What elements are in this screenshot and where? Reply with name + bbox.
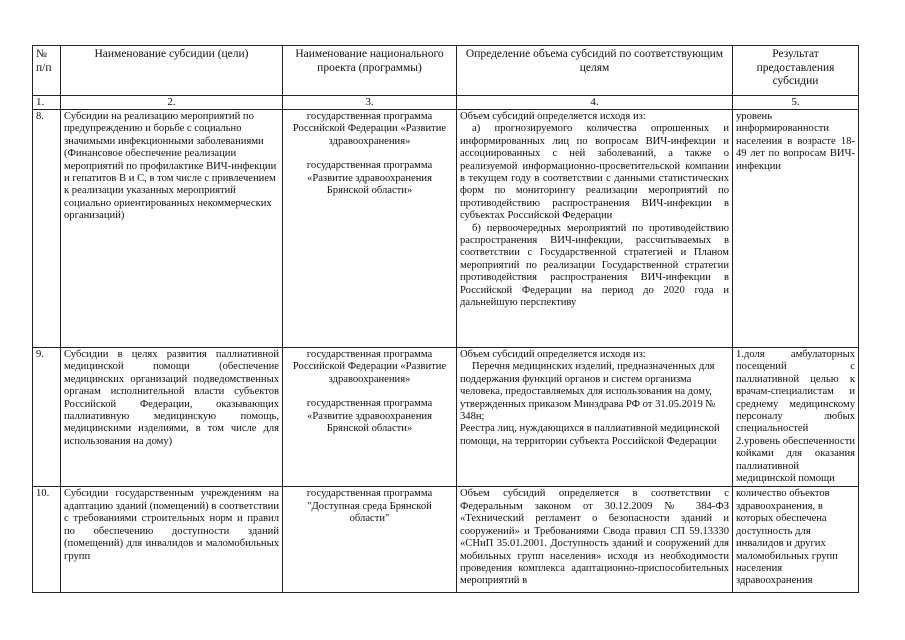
program-name: государственная программа «Развитие здравоохранения Брянской области» (306, 398, 433, 435)
row-number: 8. (33, 110, 61, 348)
table-row (33, 348, 859, 487)
header-name: Наименование субсидии (цели) (61, 46, 283, 96)
column-number-row (33, 96, 859, 110)
method-text: а) прогнозируемого количества опрошенных и информированных лиц по вопросам ВИЧ-инфекции и ассоциированных с ней заболеваний, а также о реализуемой информационно-просветительской компании в текущем году в соответствии с данными статистических форм по мониторингу реализации мероприятий по противодействию распространения ВИЧ-инфекции в субъектах Российской Федерации (460, 123, 729, 222)
program-cell (283, 348, 457, 487)
method-cell (457, 487, 733, 593)
table-row (33, 487, 859, 593)
result-cell (733, 110, 859, 348)
result-cell (733, 487, 859, 593)
column-number: 3. (283, 96, 457, 110)
method-text: Реестра лиц, нуждающихся в паллиативной медицинской помощи, на территории субъекта Российской Федерации (460, 423, 720, 447)
column-number: 5. (733, 96, 859, 110)
column-number: 1. (33, 96, 61, 110)
column-number: 2. (61, 96, 283, 110)
row-number: 10. (33, 487, 61, 593)
program-cell (283, 487, 457, 593)
subsidy-name: Субсидии в целях развития паллиативной медицинской помощи (обеспечение медицинских организаций подведомственных органам исполнительной власти субъектов Российской Федерации, оказывающих паллиативную медицинскую помощь, медицинскими изделиями, в том числе для использования на дому) (61, 348, 283, 487)
program-name: государственная программа Российской Федерации «Развитие здравоохранения» (292, 111, 447, 147)
method-text: Перечня медицинских изделий, предназначенных для поддержания функций органов и систем организма человека, предоставляемых для использования на дому, утвержденных приказом Минздрава РФ от 31.05.2019 № 348н; (460, 361, 716, 423)
method-cell (457, 110, 733, 348)
method-text: Объем субсидий определяется исходя из: (460, 111, 646, 122)
result-text: 2.уровень обеспеченности койками для оказания паллиативной медицинской помощи (736, 435, 855, 485)
row-number: 9. (33, 348, 61, 487)
subsidy-name: Субсидии на реализацию мероприятий по предупреждению и борьбе с социально значимыми инфекционными заболеваниями (Финансовое обеспечение реализации мероприятий по профилактике ВИЧ-инфекции и гепатитов В и С, в том числе с привлечением к реализации указанных мероприятий социально ориентированных некоммерческих организаций) (61, 110, 283, 348)
method-text: Объем субсидий определяется в соответствии с Федеральным законом от 30.12.2009 № 384-ФЗ «Технический регламент о безопасности зданий и сооружений» и Требованиями Свода правил СП 59.13330 «СНиП 35.01.2001. Доступность зданий и сооружений для мобильных групп населения» исходя из необходимости проведения комплекса адаптационно-приспособительных мероприятий в (460, 488, 729, 587)
program-name: государственная программа "Доступная среда Брянской области" (306, 488, 433, 525)
method-text: Объем субсидий определяется исходя из: (460, 349, 646, 360)
result-cell (733, 348, 859, 487)
subsidies-table (32, 45, 859, 593)
method-text: б) первоочередных мероприятий по противодействию распространения ВИЧ-инфекции, рассчитываемых в соответствии с Государственной стратегией и Планом мероприятий по реализации Государственной стратегии противодействия распространения ВИЧ-инфекции в Российской Федерации на период до 2020 года и дальнейшую перспективу (460, 222, 729, 309)
result-text: 1.доля амбулаторных посещений с паллиативной целью к врачам-специалистам и среднему медицинскому персоналу любых специальностей (736, 349, 855, 435)
header-method: Определение объема субсидий по соответствующим целям (457, 46, 733, 96)
result-text: уровень информированности населения в возрасте 18-49 лет по вопросам ВИЧ-инфекции (736, 111, 855, 172)
program-name: государственная программа «Развитие здравоохранения Брянской области» (306, 160, 433, 197)
header-row (33, 46, 859, 96)
program-name: государственная программа Российской Федерации «Развитие здравоохранения» (292, 349, 447, 385)
header-result: Результат предоставления субсидии (733, 46, 859, 96)
column-number: 4. (457, 96, 733, 110)
result-text: количество объектов здравоохранения, в которых обеспечена доступность для инвалидов и других маломобильных групп населения здравоохранения (736, 488, 838, 587)
method-cell (457, 348, 733, 487)
header-num: № п/п (33, 46, 61, 96)
subsidy-name: Субсидии государственным учреждениям на адаптацию зданий (помещений) в соответствии с требованиями строительных норм и правил по обеспечению доступности зданий (помещений) для инвалидов и маломобильных групп (61, 487, 283, 593)
program-cell (283, 110, 457, 348)
table-row (33, 110, 859, 348)
header-project: Наименование национального проекта (программы) (283, 46, 457, 96)
